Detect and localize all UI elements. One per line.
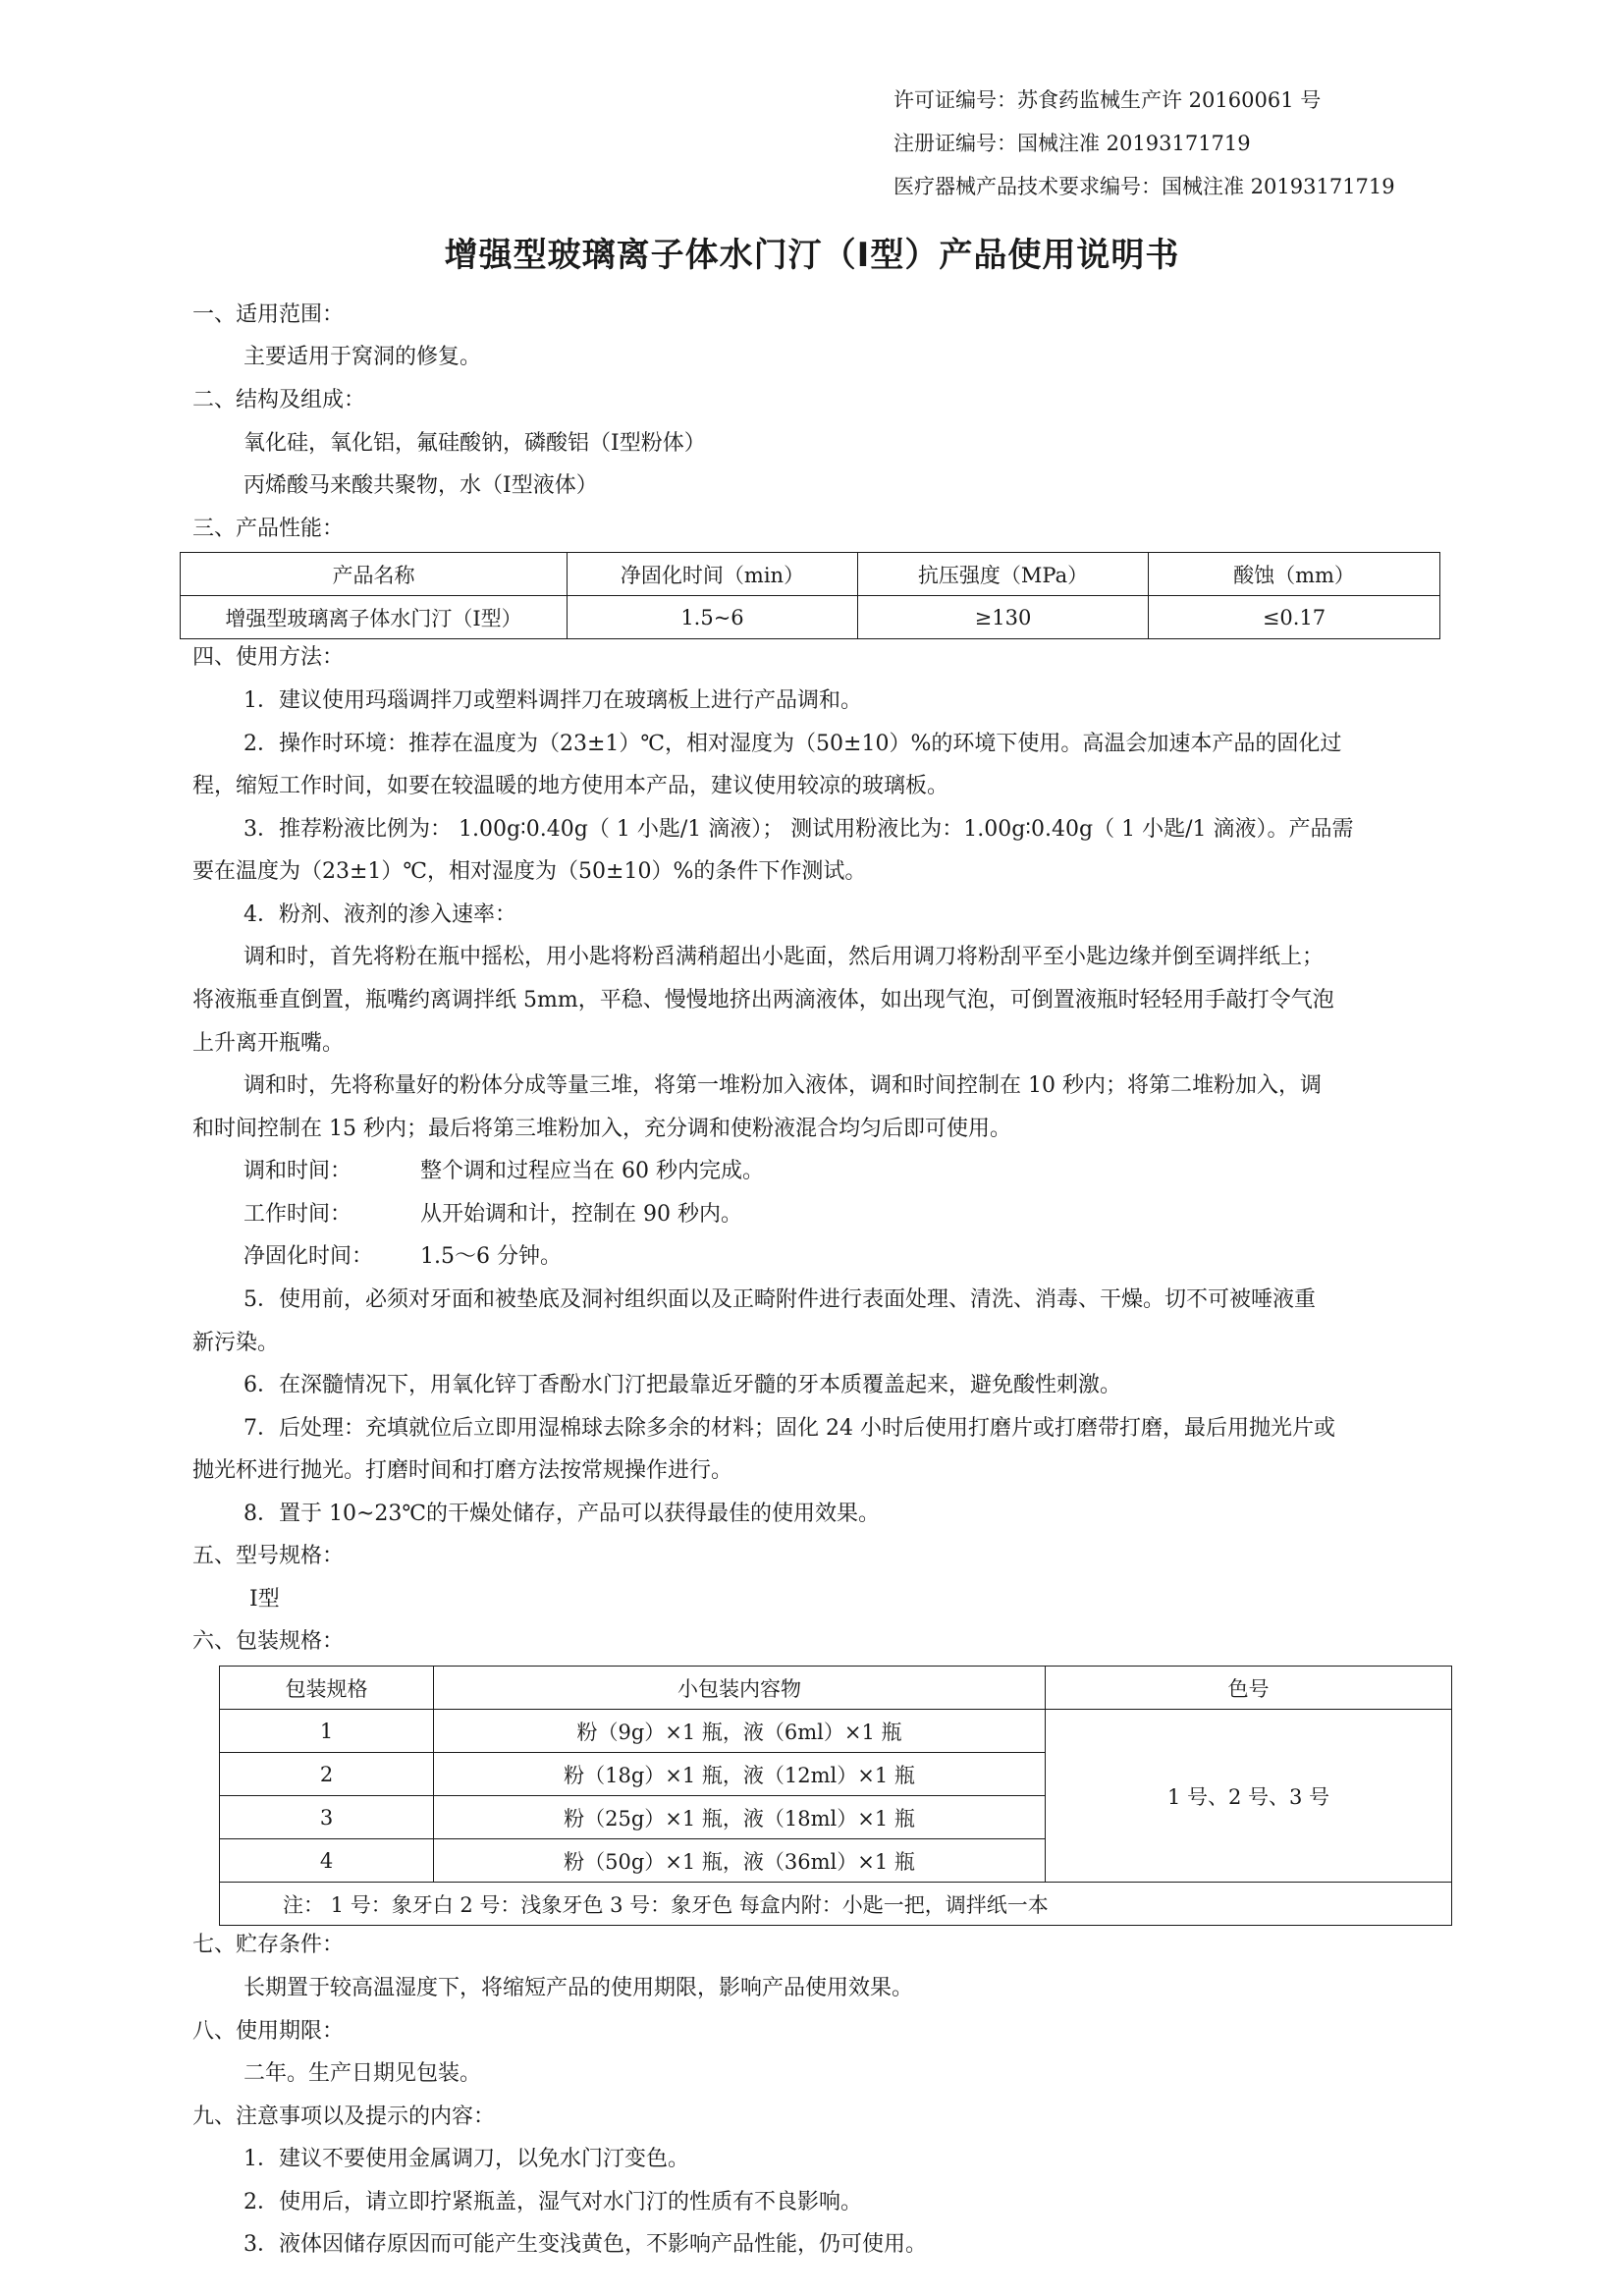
performance-table [180, 552, 1440, 639]
packaging-header-cell: 小包装内容物 [434, 1667, 1046, 1710]
method-line-8: 8．置于 10~23℃的干燥处储存，产品可以获得最佳的使用效果。 [244, 1502, 881, 1526]
section-8-text: 二年。生产日期见包装。 [244, 2061, 482, 2086]
mixing-time-value: 整个调和过程应当在 60 秒内完成。 [420, 1159, 764, 1183]
technical-requirement-number: 医疗器械产品技术要求编号：国械注准 20193171719 [893, 175, 1395, 198]
section-9-heading: 九、注意事项以及提示的内容： [192, 2105, 496, 2129]
section-2-line-1: 氧化硅，氧化铝，氟硅酸钠，磷酸铝（Ⅰ型粉体） [244, 431, 706, 456]
section-4-heading: 四、使用方法： [192, 645, 345, 670]
packaging-spec-cell: 4 [220, 1839, 434, 1883]
section-1-text: 主要适用于窝洞的修复。 [244, 345, 482, 369]
method-paragraph-2a: 调和时，先将称量好的粉体分成等量三堆，将第一堆粉加入液体，调和时间控制在 10 秒内；将第二堆粉加入，调 [244, 1073, 1322, 1098]
performance-cell: ≥130 [858, 596, 1149, 639]
section-3-heading: 三、产品性能： [192, 517, 345, 541]
section-7-text: 长期置于较高温湿度下，将缩短产品的使用期限，影响产品使用效果。 [244, 1976, 914, 2000]
performance-header-cell: 酸蚀（mm） [1149, 553, 1440, 596]
performance-cell: ≤0.17 [1149, 596, 1440, 639]
packaging-spec-cell: 3 [220, 1796, 434, 1839]
performance-header-cell: 抗压强度（MPa） [858, 553, 1149, 596]
method-line-2a: 2．操作时环境：推荐在温度为（23±1）℃，相对湿度为（50±10）%的环境下使用。高温会加速本产品的固化过 [244, 732, 1342, 756]
color-codes-cell: 1 号、2 号、3 号 [1046, 1710, 1452, 1883]
section-5-text: Ⅰ型 [249, 1587, 280, 1612]
notice-line-1: 1．建议不要使用金属调刀，以免水门汀变色。 [244, 2147, 689, 2171]
performance-table-header-row [181, 553, 1440, 596]
section-5-heading: 五、型号规格： [192, 1544, 345, 1568]
performance-header-cell: 净固化时间（min） [568, 553, 858, 596]
packaging-note-row [220, 1883, 1452, 1926]
packaging-table-header-row [220, 1667, 1452, 1710]
setting-time-label: 净固化时间： [244, 1244, 374, 1269]
packaging-table [219, 1666, 1452, 1926]
section-6-heading: 六、包装规格： [192, 1629, 345, 1654]
performance-header-cell: 产品名称 [181, 553, 568, 596]
method-line-6: 6．在深髓情况下，用氧化锌丁香酚水门汀把最靠近牙髓的牙本质覆盖起来，避免酸性刺激。 [244, 1373, 1122, 1397]
method-paragraph-2b: 和时间控制在 15 秒内；最后将第三堆粉加入，充分调和使粉液混合均匀后即可使用。 [192, 1117, 1011, 1141]
packaging-header-cell: 包装规格 [220, 1667, 434, 1710]
notice-line-2: 2．使用后，请立即拧紧瓶盖，湿气对水门汀的性质有不良影响。 [244, 2190, 862, 2214]
packaging-contents-cell: 粉（50g）×1 瓶，液（36ml）×1 瓶 [434, 1839, 1046, 1883]
license-number: 许可证编号：苏食药监械生产许 20160061 号 [893, 88, 1322, 112]
method-line-4: 4．粉剂、液剂的渗入速率： [244, 902, 516, 927]
working-time-label: 工作时间： [244, 1202, 352, 1227]
method-line-1: 1．建议使用玛瑙调拌刀或塑料调拌刀在玻璃板上进行产品调和。 [244, 688, 862, 713]
page-title: 增强型玻璃离子体水门汀（Ⅰ型）产品使用说明书 [444, 236, 1180, 275]
method-paragraph-1c: 上升离开瓶嘴。 [192, 1031, 345, 1056]
performance-cell: 增强型玻璃离子体水门汀（Ⅰ型） [181, 596, 568, 639]
section-8-heading: 八、使用期限： [192, 2019, 345, 2044]
section-7-heading: 七、贮存条件： [192, 1933, 345, 1957]
notice-line-3: 3．液体因储存原因而可能产生变浅黄色，不影响产品性能，仍可使用。 [244, 2232, 927, 2257]
table-row [181, 596, 1440, 639]
method-line-5a: 5．使用前，必须对牙面和被垫底及洞衬组织面以及正畸附件进行表面处理、清洗、消毒、干燥。切不可被唾液重 [244, 1287, 1317, 1312]
packaging-spec-cell: 2 [220, 1753, 434, 1796]
packaging-contents-cell: 粉（25g）×1 瓶，液（18ml）×1 瓶 [434, 1796, 1046, 1839]
packaging-contents-cell: 粉（18g）×1 瓶，液（12ml）×1 瓶 [434, 1753, 1046, 1796]
packaging-note: 注： 1 号：象牙白 2 号：浅象牙色 3 号：象牙色 每盒内附：小匙一把，调拌纸一本 [220, 1883, 1452, 1926]
working-time-value: 从开始调和计，控制在 90 秒内。 [420, 1202, 742, 1227]
registration-number: 注册证编号：国械注准 20193171719 [893, 132, 1251, 155]
method-line-7b: 抛光杯进行抛光。打磨时间和打磨方法按常规操作进行。 [192, 1458, 733, 1483]
section-2-line-2: 丙烯酸马来酸共聚物，水（Ⅰ型液体） [244, 473, 598, 498]
method-line-3b: 要在温度为（23±1）℃，相对湿度为（50±10）%的条件下作测试。 [192, 859, 867, 884]
performance-cell: 1.5~6 [568, 596, 858, 639]
section-2-heading: 二、结构及组成： [192, 388, 366, 412]
setting-time-value: 1.5～6 分钟。 [420, 1244, 562, 1269]
method-line-3a: 3．推荐粉液比例为： 1.00g∶0.40g（ 1 小匙/1 滴液）； 测试用粉液比为：1.00g∶0.40g（ 1 小匙/1 滴液）。产品需 [244, 817, 1354, 842]
table-row [220, 1710, 1452, 1753]
method-line-2b: 程，缩短工作时间，如要在较温暖的地方使用本产品，建议使用较凉的玻璃板。 [192, 774, 949, 798]
section-1-heading: 一、适用范围： [192, 302, 345, 327]
mixing-time-label: 调和时间： [244, 1159, 352, 1183]
method-line-7a: 7．后处理：充填就位后立即用湿棉球去除多余的材料；固化 24 小时后使用打磨片或打磨带打磨，最后用抛光片或 [244, 1416, 1335, 1441]
packaging-header-cell: 色号 [1046, 1667, 1452, 1710]
packaging-contents-cell: 粉（9g）×1 瓶，液（6ml）×1 瓶 [434, 1710, 1046, 1753]
method-paragraph-1b: 将液瓶垂直倒置，瓶嘴约离调拌纸 5mm，平稳、慢慢地挤出两滴液体，如出现气泡，可倒置液瓶时轻轻用手敲打令气泡 [192, 988, 1334, 1012]
method-line-5b: 新污染。 [192, 1331, 280, 1355]
packaging-spec-cell: 1 [220, 1710, 434, 1753]
method-paragraph-1a: 调和时，首先将粉在瓶中摇松，用小匙将粉舀满稍超出小匙面，然后用调刀将粉刮平至小匙边缘并倒至调拌纸上； [244, 945, 1325, 969]
